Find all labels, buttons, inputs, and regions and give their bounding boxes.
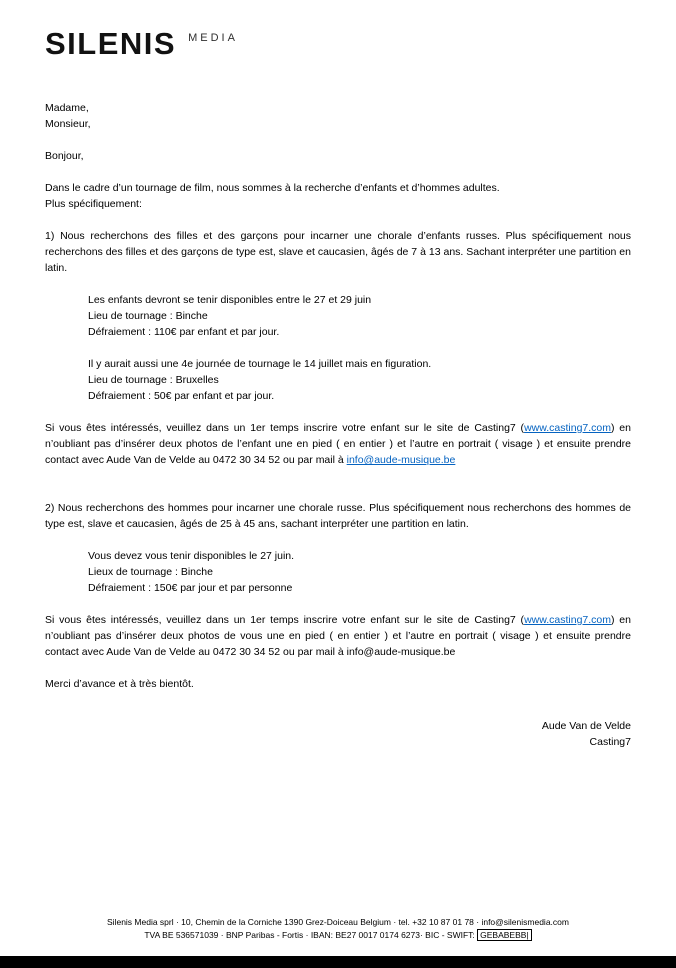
section2-paragraph: 2) Nous recherchons des hommes pour incarner une chorale russe. Plus spécifiquement nous recherchons des hommes de type est, slave et caucasien, âgés de 25 à 45 ans, sachant interpréter une partition en latin. bbox=[45, 502, 631, 530]
intro-line-1: Dans le cadre d’un tournage de film, nous sommes à la recherche d’enfants et d’hommes adultes. bbox=[45, 182, 500, 194]
detail-availability: Les enfants devront se tenir disponibles entre le 27 et 29 juin bbox=[88, 294, 372, 306]
section1-details-shoot2 bbox=[45, 356, 631, 404]
salutation-madame: Madame, bbox=[45, 102, 89, 114]
signature-company: Casting7 bbox=[589, 736, 631, 748]
contact1-text-before-site: Si vous êtes intéressés, veuillez dans un 1er temps inscrire votre enfant sur le site de Casting7 ( bbox=[45, 422, 525, 434]
contact1-text-after-site: ) en n’oubliant pas d’insérer deux photos de l’enfant une en pied ( en entier ) et l’autre en portrait ( visage ) et ensuite prendre contact avec Aude Van de Velde au 0472 30 34 52 ou par mail à bbox=[45, 422, 631, 466]
intro-paragraph bbox=[45, 180, 631, 212]
detail-availability: Vous devez vous tenir disponibles le 27 juin. bbox=[88, 550, 295, 562]
section2-contact-paragraph bbox=[45, 612, 631, 660]
brand-suffix: MEDIA bbox=[188, 32, 238, 44]
footer-contact-line: Silenis Media sprl · 10, Chemin de la Corniche 1390 Grez-Doiceau Belgium · tel. +32 10 87 01 78 · info@silenismedia.com bbox=[107, 917, 569, 927]
section1-contact-paragraph bbox=[45, 420, 631, 468]
intro-line-2: Plus spécifiquement: bbox=[45, 198, 142, 210]
section2-details bbox=[45, 548, 631, 596]
detail-location: Lieu de tournage : Bruxelles bbox=[88, 374, 219, 386]
page-bottom-edge bbox=[0, 956, 676, 968]
casting7-link[interactable]: www.casting7.com bbox=[524, 614, 612, 626]
greeting: Bonjour, bbox=[45, 150, 84, 162]
closing-line: Merci d’avance et à très bientôt. bbox=[45, 678, 194, 690]
brand-name: SILENIS bbox=[45, 26, 177, 61]
footer-bank-line bbox=[0, 929, 676, 942]
section1-paragraph: 1) Nous recherchons des filles et des garçons pour incarner une chorale d’enfants russes. Plus spécifiquement nous recherchons des filles et des garçons de type est, slave et caucasien, âgés de 7 à 13 ans. Sachant interpréter une partition en latin. bbox=[45, 230, 631, 274]
detail-payment: Défraiement : 50€ par enfant et par jour. bbox=[88, 390, 275, 402]
swift-code-selection: GEBABEBB| bbox=[477, 929, 532, 941]
detail-payment: Défraiement : 110€ par enfant et par jour. bbox=[88, 326, 280, 338]
signature-name: Aude Van de Velde bbox=[541, 720, 631, 732]
brand-logo bbox=[45, 28, 238, 59]
contact2-text-before-site: Si vous êtes intéressés, veuillez dans un 1er temps inscrire votre enfant sur le site de Casting7 ( bbox=[45, 614, 525, 626]
contact2-text-after-site: ) en n’oubliant pas d’insérer deux photos de vous une en pied ( en entier ) et l’autre en portrait ( visage ) et ensuite prendre contact avec Aude Van de Velde au 0472 30 34 52 ou par mail à info@aude-musique.be bbox=[45, 614, 631, 658]
detail-payment: Défraiement : 150€ par jour et par personne bbox=[88, 582, 293, 594]
signature-block bbox=[45, 718, 631, 750]
detail-location: Lieux de tournage : Binche bbox=[88, 566, 213, 578]
detail-extra-day: Il y aurait aussi une 4e journée de tournage le 14 juillet mais en figuration. bbox=[88, 358, 432, 370]
email-link[interactable]: info@aude-musique.be bbox=[346, 454, 456, 466]
casting7-link[interactable]: www.casting7.com bbox=[524, 422, 612, 434]
letter-footer bbox=[0, 916, 676, 942]
salutation-monsieur: Monsieur, bbox=[45, 118, 91, 130]
detail-location: Lieu de tournage : Binche bbox=[88, 310, 208, 322]
footer-bank-prefix: TVA BE 536571039 · BNP Paribas - Fortis · IBAN: BE27 0017 0174 6273· BIC - SWIFT: bbox=[144, 930, 478, 940]
letter-body bbox=[45, 100, 631, 750]
section1-details-shoot1 bbox=[45, 292, 631, 340]
